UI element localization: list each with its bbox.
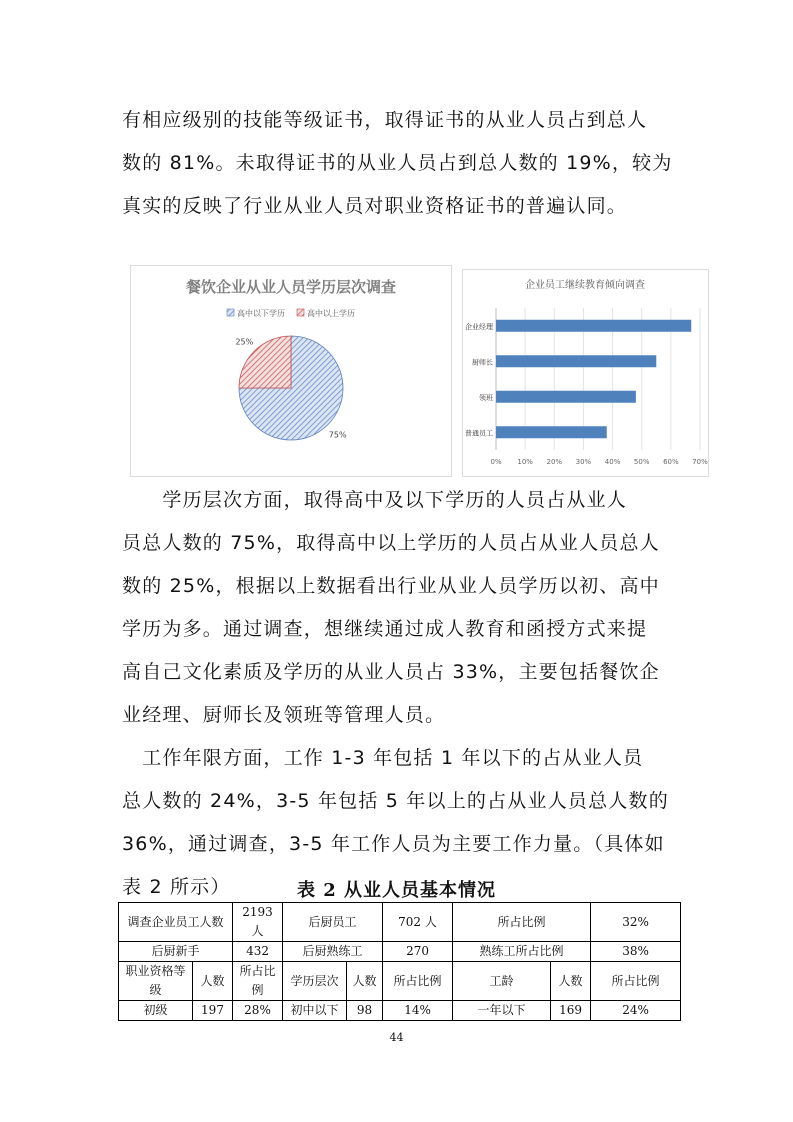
text-line: 工作年限方面，工作 1-3 年包括 1 年以下的占从业人员 [122, 747, 644, 769]
table-cell: 初中以下 [283, 1001, 347, 1021]
y-category-label: 领班 [479, 393, 493, 402]
text-line: 真实的反映了行业从业人员对职业资格证书的普遍认同。 [122, 195, 628, 217]
table-cell: 后厨熟练工 [283, 942, 383, 962]
bar-4 [496, 426, 607, 438]
text-line: 员总人数的 75%，取得高中以上学历的人员占从业人员总人 [122, 532, 660, 554]
text-line: 学历层次方面，取得高中及以下学历的人员占从业人 [122, 489, 628, 511]
table-header-cell: 人数 [193, 962, 233, 1001]
table-cell: 一年以下 [453, 1001, 551, 1021]
table-cell: 702 人 [383, 903, 453, 942]
table-header-cell: 所占比例 [233, 962, 283, 1001]
table-header-cell: 学历层次 [283, 962, 347, 1001]
text-line: 数的 81%。未取得证书的从业人员占到总人数的 19%，较为 [122, 152, 673, 174]
text-line: 数的 25%，根据以上数据看出行业从业人员学历以初、高中 [122, 575, 660, 597]
text-line: 学历为多。通过调查，想继续通过成人教育和函授方式来提 [122, 618, 648, 640]
bar-chart-svg [463, 270, 708, 476]
table-header-cell: 工龄 [453, 962, 551, 1001]
table-row [119, 1001, 681, 1021]
y-category-label: 普通员工 [465, 429, 493, 438]
table-cell: 24% [591, 1001, 681, 1021]
table-cell: 270 [383, 942, 453, 962]
pie-chart-svg [131, 266, 451, 476]
table-cell: 38% [591, 942, 681, 962]
pie-data-label: 75% [328, 430, 347, 440]
table-row [119, 942, 681, 962]
table-cell: 后厨新手 [119, 942, 233, 962]
bar-2 [496, 355, 656, 367]
pie-legend [227, 308, 355, 318]
pie-data-label: 25% [235, 337, 254, 347]
legend-swatch-series-1 [227, 309, 234, 316]
table-cell: 197 [193, 1001, 233, 1021]
table-header-row [119, 962, 681, 1001]
table-cell: 调查企业员工人数 [119, 903, 233, 942]
legend-swatch-series-2 [297, 309, 304, 316]
table-cell: 2193 人 [233, 903, 283, 942]
x-tick-label: 60% [663, 458, 679, 466]
training-bar-chart [462, 269, 709, 477]
table-title: 表 2 从业人员基本情况 [296, 880, 497, 901]
bar-chart-title: 企业员工继续教育倾向调查 [525, 280, 645, 291]
bar-1 [496, 320, 691, 332]
table-header-cell: 职业资格等级 [119, 962, 193, 1001]
paragraph-education [122, 479, 682, 737]
text-line: 36%，通过调查，3-5 年工作人员为主要工作力量。（具体如 [122, 833, 665, 855]
x-tick-label: 20% [546, 458, 563, 466]
text-line: 有相应级别的技能等级证书，取得证书的从业人员占到总人 [122, 109, 648, 131]
pie-chart-title: 餐饮企业从业人员学历层次调查 [185, 278, 397, 296]
table-header-cell: 人数 [347, 962, 383, 1001]
table-cell: 14% [383, 1001, 453, 1021]
table-header-cell: 所占比例 [383, 962, 453, 1001]
x-tick-label: 40% [604, 458, 621, 466]
pie-slices [235, 336, 347, 440]
table-cell: 28% [233, 1001, 283, 1021]
y-category-label: 企业经理 [465, 322, 493, 331]
legend-label-series-2: 高中以上学历 [307, 309, 355, 318]
x-tick-label: 50% [633, 458, 650, 466]
table-row [119, 903, 681, 942]
text-line: 表 2 所示） [122, 876, 231, 898]
legend-label-series-1: 高中以下学历 [237, 309, 285, 318]
x-tick-label: 0% [490, 458, 502, 466]
y-category-label: 厨师长 [472, 358, 493, 367]
paragraph-certificates [122, 99, 682, 228]
table-cell: 32% [591, 903, 681, 942]
x-tick-label: 70% [692, 458, 708, 466]
text-line: 业经理、厨师长及领班等管理人员。 [122, 704, 446, 726]
table-header-cell: 所占比例 [591, 962, 681, 1001]
table-cell: 98 [347, 1001, 383, 1021]
table-cell: 后厨员工 [283, 903, 383, 942]
table-cell: 432 [233, 942, 283, 962]
table-cell: 所占比例 [453, 903, 591, 942]
x-tick-label: 10% [517, 458, 533, 466]
table-cell: 熟练工所占比例 [453, 942, 591, 962]
education-pie-chart [130, 265, 452, 477]
text-line: 高自己文化素质及学历的从业人员占 33%，主要包括餐饮企 [122, 661, 660, 683]
table-cell: 169 [551, 1001, 591, 1021]
table-header-cell: 人数 [551, 962, 591, 1001]
page-number: 44 [389, 1031, 404, 1044]
x-tick-label: 30% [575, 458, 592, 466]
table-cell: 初级 [119, 1001, 193, 1021]
staff-table [118, 902, 681, 1021]
text-line: 总人数的 24%，3-5 年包括 5 年以上的占从业人员总人数的 [122, 790, 669, 812]
bar-3 [496, 391, 636, 403]
